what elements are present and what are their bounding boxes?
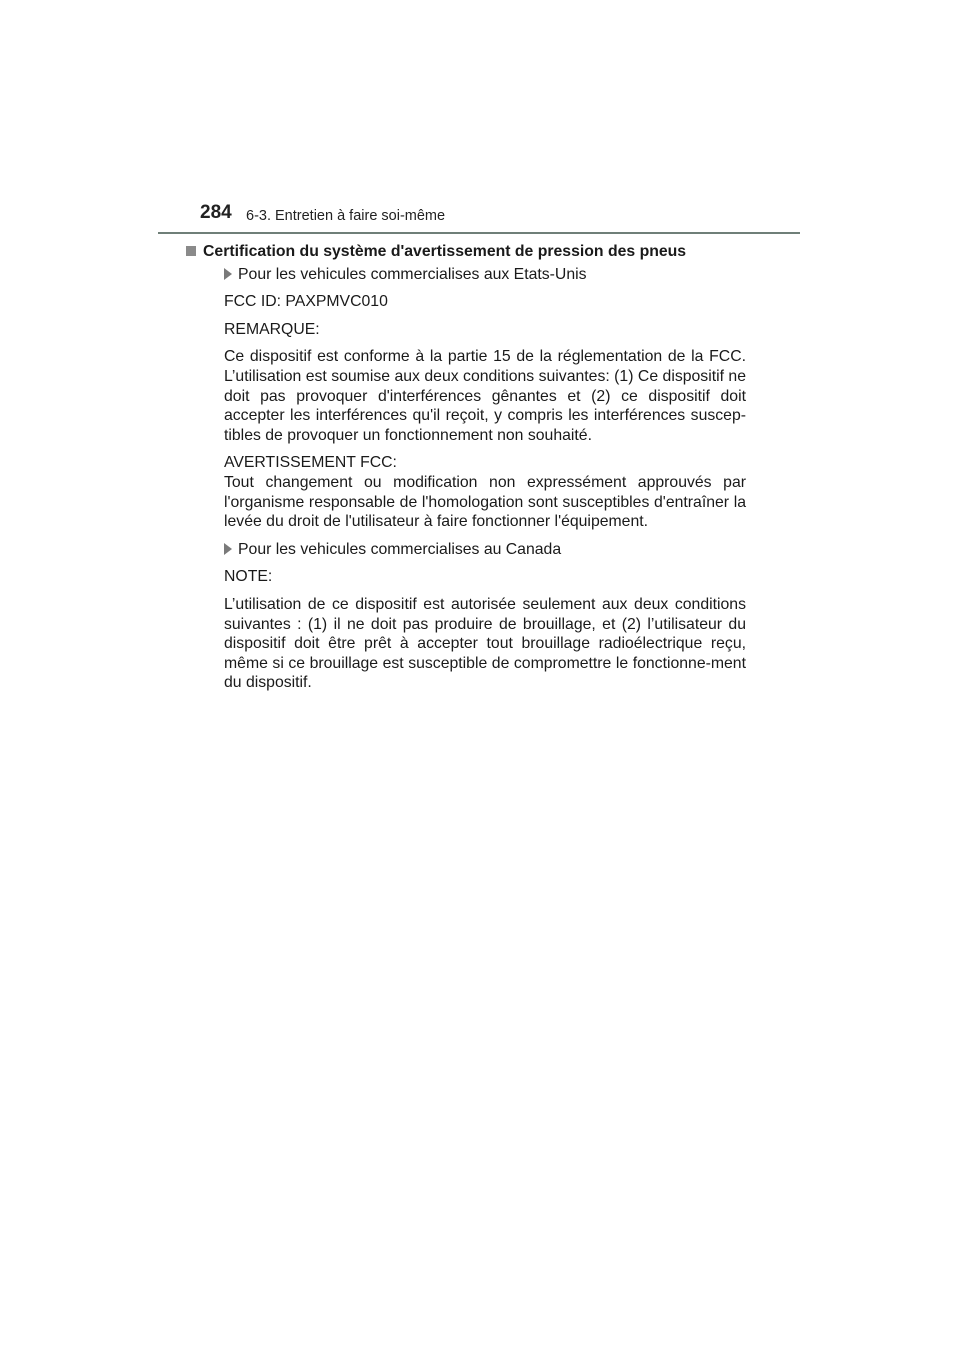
- chapter-title: 6-3. Entretien à faire soi-même: [246, 208, 446, 224]
- triangle-bullet-icon: [224, 543, 232, 555]
- warning-label: AVERTISSEMENT FCC:: [224, 454, 397, 472]
- us-subheading: [224, 265, 746, 285]
- page-number: 284: [200, 202, 232, 223]
- square-bullet-icon: [186, 246, 196, 256]
- note-text: L’utilisation de ce dispositif est autorisée seulement aux deux conditions suivantes : (1) il ne doit pas produire de brouillage, et (2) l’utilisateur du dispositif doit être prêt à accepter tout brouillage radioélectrique reçu, même si ce brouillage est susceptible de compromettre le fonctionne-ment du dispositif.: [224, 595, 746, 692]
- fcc-id: FCC ID: PAXPMVC010: [224, 293, 388, 311]
- canada-subheading: [224, 540, 746, 560]
- warning-text: Tout changement ou modification non expressément approuvés par l'organisme responsable de l'homologation sont susceptibles d'entraîner la levée du droit de l'utilisateur à faire fonctionner l'équipement.: [224, 473, 746, 531]
- footer-watermark: [0, 1334, 960, 1358]
- header-rule: [158, 232, 800, 234]
- remarque-label: REMARQUE:: [224, 320, 320, 338]
- section-heading: [186, 242, 746, 262]
- us-subheading-text: Pour les vehicules commercialises aux Etats-Unis: [238, 265, 587, 283]
- remarque-text: Ce dispositif est conforme à la partie 15 de la réglementation de la FCC. L’utilisation est soumise aux deux conditions suivantes: (1) Ce dispositif ne doit pas provoquer d'interférences gênantes et (2) ce dispositif doit accepter les interférences qu'il reçoit, y compris les interférences suscep-tibles de provoquer un fonctionnement non souhaité.: [224, 348, 746, 444]
- canada-subheading-text: Pour les vehicules commercialises au Canada: [238, 540, 562, 558]
- section-heading-text: Certification du système d'avertissement de pression des pneus: [203, 243, 687, 260]
- triangle-bullet-icon: [224, 268, 232, 280]
- note-label: NOTE:: [224, 568, 273, 586]
- content: [186, 240, 746, 701]
